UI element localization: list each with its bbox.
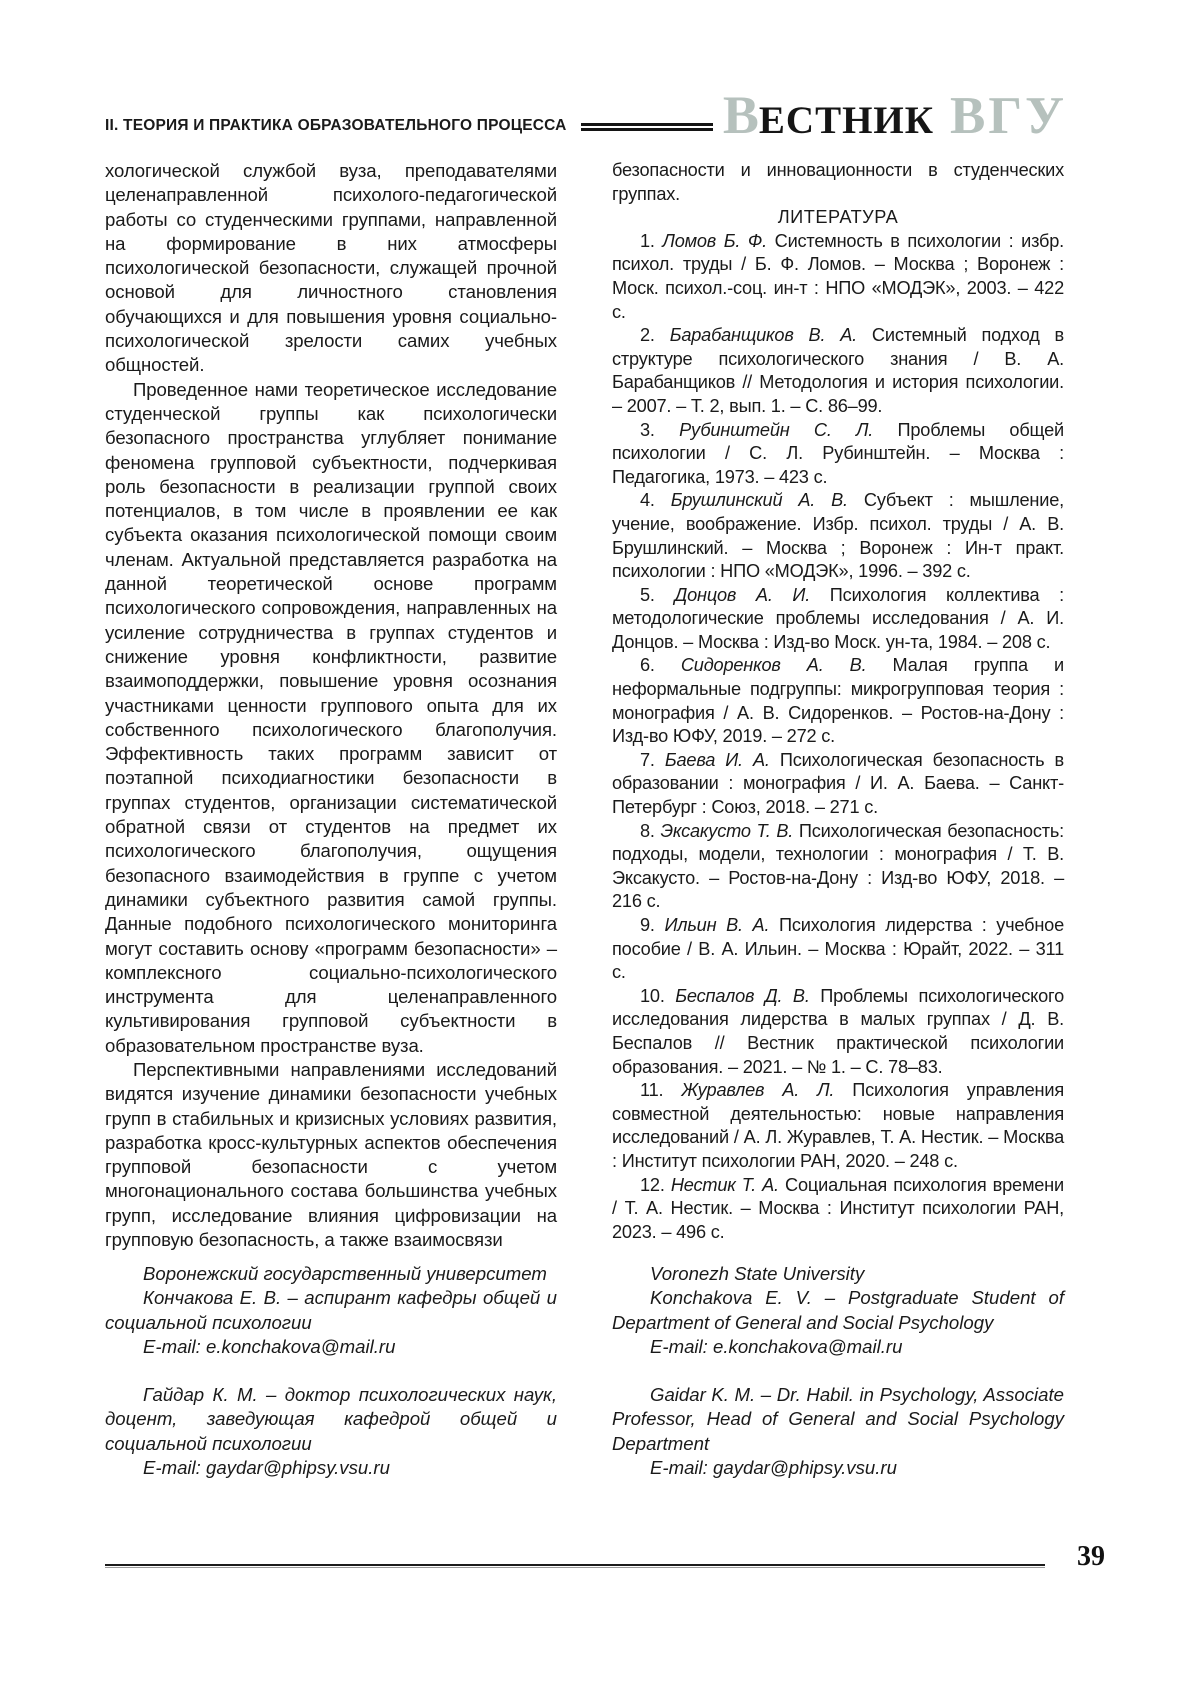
body-paragraph: Перспективными направлениями исследований видятся изучение динамики безопасности учебных групп в стабильных и кризисных условиях развития, разработка кросс-культурных аспектов обеспечения групповой безопасности с учетом многонационального состава большинства учебных групп, исследование влияния цифровизации на групповую безопасность, а также взаимосвязи [105,1058,557,1251]
logo-word-vestnik: ЕСТНИК [758,99,935,142]
reference-number: 5. [640,584,675,605]
reference-author: Ильин В. А. [664,915,770,935]
reference-text: Социальная психология времени / Т. А. Нестик. – Москва : Институт психологии РАН, 2023. – 496 с. [612,1174,1064,1242]
author-bio: Гайдар К. М. – доктор психологических наук, доцент, заведующая кафедрой общей и социальной психологии [105,1384,557,1454]
reference-number: 2. [640,325,670,346]
affiliation-ru: Воронежский государственный университет [143,1263,547,1284]
reference-number: 3. [640,419,680,440]
reference-number: 4. [640,490,671,511]
reference-text: Субъект : мышление, учение, воображение. Избр. психол. труды / А. В. Брушлинский. – Москва ; Воронеж : Ин-т практ. психологии : НПО «МОДЭК», 1996. – 392 с. [612,490,1065,582]
reference-number: 9. [640,915,665,935]
author-email: E-mail: gaydar@phipsy.vsu.ru [143,1457,390,1479]
body-paragraph: Проведенное нами теоретическое исследование студенческой группы как психологически безопасного пространства углубляет понимание феномена групповой субъектности, подчеркивая роль безопасности в реализации группой своих потенциалов, в том числе в проявлении ее как субъекта оказания психологической помощи своим членам. Актуальной представляется разработка на данной теоретической основе программ психологического сопровождения, направленных на усиление сотрудничества в группах студентов и снижение уровня конфликтности, развитие взаимоподдержки, повышение уровня осознания участниками ценности группового опыта для их собственного психологического благополучия. Эффективность таких программ зависит от поэтапной психодиагностики безопасности в группах студентов, организации систематической обратной связи от студентов на предмет их психологического благополучия, ощущения безопасного взаимодействия в группе с учетом динамики субъектного развития самой группы. Данные подобного психологического мониторинга могут составить основу «программ безопасности» – комплексного социально-психологического инструмента для целенаправленного культивирования групповой субъектности в образовательном пространстве вуза. [105,378,557,1056]
author-email: E-mail: e.konchakova@mail.ru [650,1335,903,1357]
reference-item [612,324,1064,418]
reference-item [612,985,1064,1079]
author-bio: Кончакова Е. В. – аспирант кафедры общей и социальной психологии [105,1287,557,1333]
logo-initial-letter: В [722,85,759,145]
reference-text: Психологическая безопасность: подходы, модели, технологии : монография / Т. В. Эксакусто. – Ростов-на-Дону : Изд-во ЮФУ, 2018. – 216 с. [612,820,1064,912]
reference-author: Баева И. А. [664,749,770,770]
reference-text: Психология управления совместной деятельностью: новые направления исследований / А. Л. Журавлев, Т. А. Нестик. – Москва : Институт психологии РАН, 2020. – 248 с. [612,1080,1065,1171]
reference-author: Донцов А. И. [674,584,811,605]
author-email: E-mail: gaydar@phipsy.vsu.ru [650,1457,897,1479]
reference-item [612,230,1064,324]
reference-text: Системный подход в структуре психологического знания / В. А. Барабанщиков // Методология и история психологии. – 2007. – Т. 2, вып. 1. – С. 86–99. [612,325,1065,416]
reference-item [612,654,1064,748]
reference-text: Психологическая безопасность в образовании : монография / И. А. Баева. – Санкт-Петербург : Союз, 2018. – 271 с. [612,749,1065,818]
logo-word-vgu: ВГУ [950,87,1067,145]
reference-item [612,914,1064,985]
reference-number: 10. [640,985,676,1006]
reference-number: 12. [640,1174,671,1195]
reference-item [612,419,1064,490]
reference-author: Нестик Т. А. [670,1174,779,1195]
reference-item [612,820,1064,914]
references-heading: ЛИТЕРАТУРА [777,207,899,228]
reference-author: Ломов Б. Ф. [662,230,767,251]
reference-text: Малая группа и неформальные подгруппы: микрогрупповая теория : монография / А. В. Сидоренков. – Ростов-на-Дону : Изд-во ЮФУ, 2019. – 272 с. [612,655,1064,747]
reference-text: Проблемы общей психологии / С. Л. Рубинштейн. – Москва : Педагогика, 1973. – 423 с. [612,419,1064,487]
reference-number: 6. [640,655,681,676]
reference-author: Барабанщиков В. А. [669,325,858,346]
reference-item [612,1174,1064,1245]
reference-author: Сидоренков А. В. [680,655,867,676]
affiliation-en: Voronezh State University [650,1263,865,1284]
reference-text: Психология коллектива : методологические проблемы исследования / А. И. Донцов. – Москва : Изд-во Моск. ун-та, 1984. – 208 с. [612,584,1065,652]
reference-number: 8. [640,820,661,841]
authors-block-ru [105,1262,557,1480]
body-paragraph: хологической службой вуза, преподавателями целенаправленной психолого-педагогической работы со студенческими группами, направленной на формирование в них атмосферы психологической безопасности, служащей прочной основой для личностного становления обучающихся и для повышения уровня социально-психологической зрелости самих учебных общностей. [105,160,557,376]
author-bio: Gaidar K. M. – Dr. Habil. in Psychology, Associate Professor, Head of General and Social Psychology Department [612,1384,1064,1454]
reference-text: Психология лидерства : учебное пособие / В. А. Ильин. – Москва : Юрайт, 2022. – 311 с. [612,915,1064,983]
reference-item [612,749,1064,820]
reference-author: Эксакусто Т. В. [660,820,794,841]
reference-number: 11. [640,1080,682,1101]
reference-number: 1. [640,230,663,251]
reference-item [612,489,1064,583]
reference-author: Журавлев А. Л. [681,1080,835,1101]
header-divider-rule [581,123,713,131]
reference-number: 7. [640,749,665,770]
journal-logo [722,85,1067,145]
body-paragraph: безопасности и инновационности в студенческих группах. [612,160,1064,204]
page-number: 39 [1077,1541,1105,1572]
reference-text: Системность в психологии : избр. психол. труды / Б. Ф. Ломов. – Москва ; Воронеж : Моск. психол.-соц. ин-т : НПО «МОДЭК», 2003. – 422 с. [612,230,1064,322]
reference-item [612,584,1064,655]
author-email: E-mail: e.konchakova@mail.ru [143,1335,396,1357]
left-text-column [105,159,557,1252]
authors-block-en [612,1262,1064,1480]
reference-text: Проблемы психологического исследования лидерства в малых группах / Д. В. Беспалов // Вестник практической психологии образования. – 2021. – № 1. – С. 78–83. [612,985,1064,1077]
section-title: II. ТЕОРИЯ И ПРАКТИКА ОБРАЗОВАТЕЛЬНОГО ПРОЦЕССА [105,117,567,134]
reference-item [612,1079,1064,1173]
reference-author: Брушлинский А. В. [670,490,848,511]
right-text-column [612,159,1064,1244]
reference-author: Беспалов Д. В. [675,985,810,1006]
author-bio: Konchakova E. V. – Postgraduate Student of Department of General and Social Psychology [612,1287,1064,1333]
footer-rule [105,1564,1045,1568]
page-header [105,85,1067,145]
reference-author: Рубинштейн С. Л. [679,419,874,440]
